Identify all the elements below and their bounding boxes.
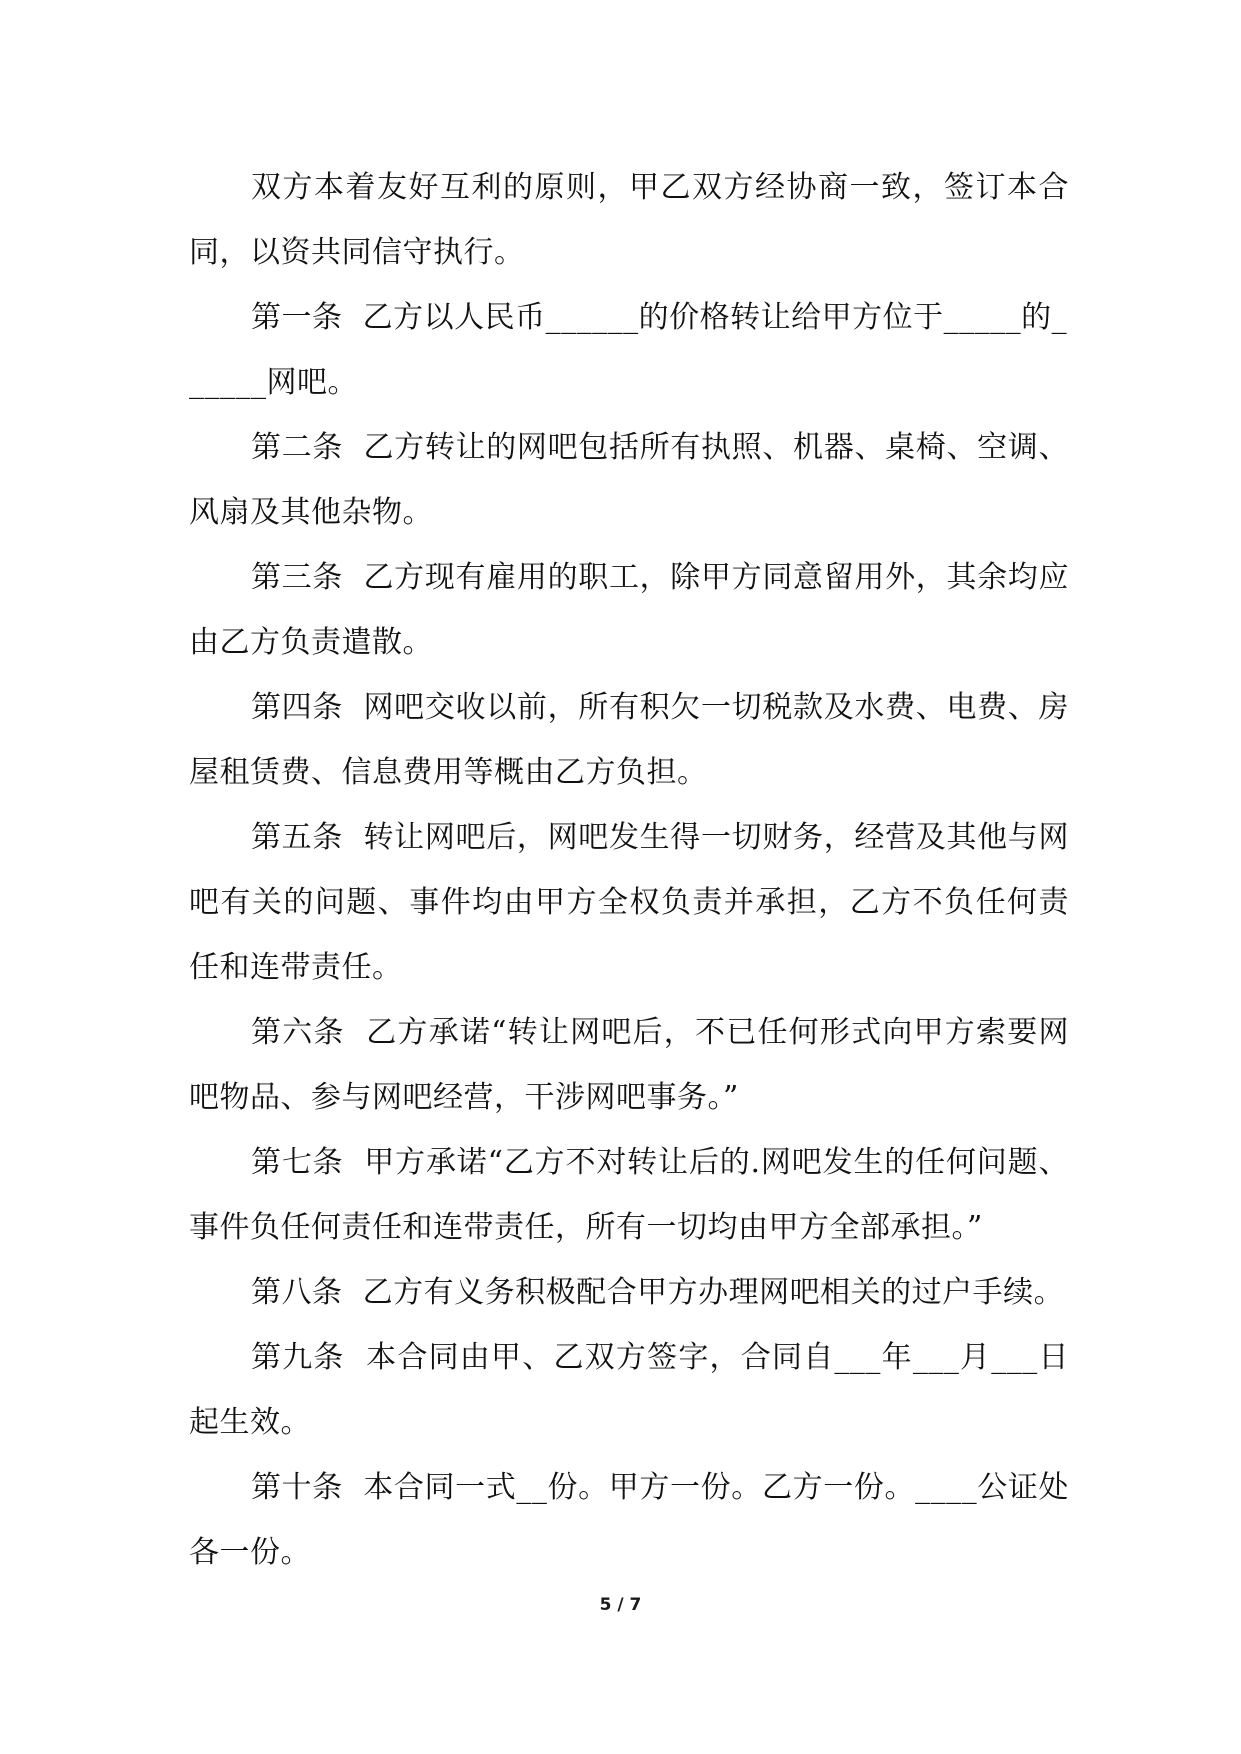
paragraph-article-9: 第九条 本合同由甲、乙双方签字，合同自___年___月___日起生效。 <box>189 1340 1069 1440</box>
paragraph-article-2: 第二条 乙方转让的网吧包括所有执照、机器、桌椅、空调、风扇及其他杂物。 <box>189 430 1069 530</box>
paragraph-article-3: 第三条 乙方现有雇用的职工，除甲方同意留用外，其余均应由乙方负责遣散。 <box>189 560 1069 660</box>
paragraph-article-1: 第一条 乙方以人民币______的价格转让给甲方位于_____的______网吧。 <box>189 300 1068 400</box>
paragraph-article-4: 第四条 网吧交收以前，所有积欠一切税款及水费、电费、房屋租赁费、信息费用等概由乙方负担。 <box>189 690 1069 790</box>
paragraph-article-7: 第七条 甲方承诺“乙方不对转让后的.网吧发生的任何问题、事件负任何责任和连带责任，所有一切均由甲方全部承担。” <box>189 1145 1069 1245</box>
paragraph-article-6: 第六条 乙方承诺“转让网吧后，不已任何形式向甲方索要网吧物品、参与网吧经营，干涉网吧事务。” <box>189 1015 1069 1115</box>
paragraph-intro: 双方本着友好互利的原则，甲乙双方经协商一致，签订本合同，以资共同信守执行。 <box>189 170 1069 270</box>
contract-body <box>189 155 1069 1585</box>
paragraph-article-10: 第十条 本合同一式__份。甲方一份。乙方一份。____公证处各一份。 <box>189 1470 1069 1570</box>
page-number: 5 / 7 <box>599 1595 642 1615</box>
paragraph-article-8: 第八条 乙方有义务积极配合甲方办理网吧相关的过户手续。 <box>251 1275 1065 1310</box>
paragraph-article-5: 第五条 转让网吧后，网吧发生得一切财务，经营及其他与网吧有关的问题、事件均由甲方全权负责并承担，乙方不负任何责任和连带责任。 <box>189 820 1069 985</box>
